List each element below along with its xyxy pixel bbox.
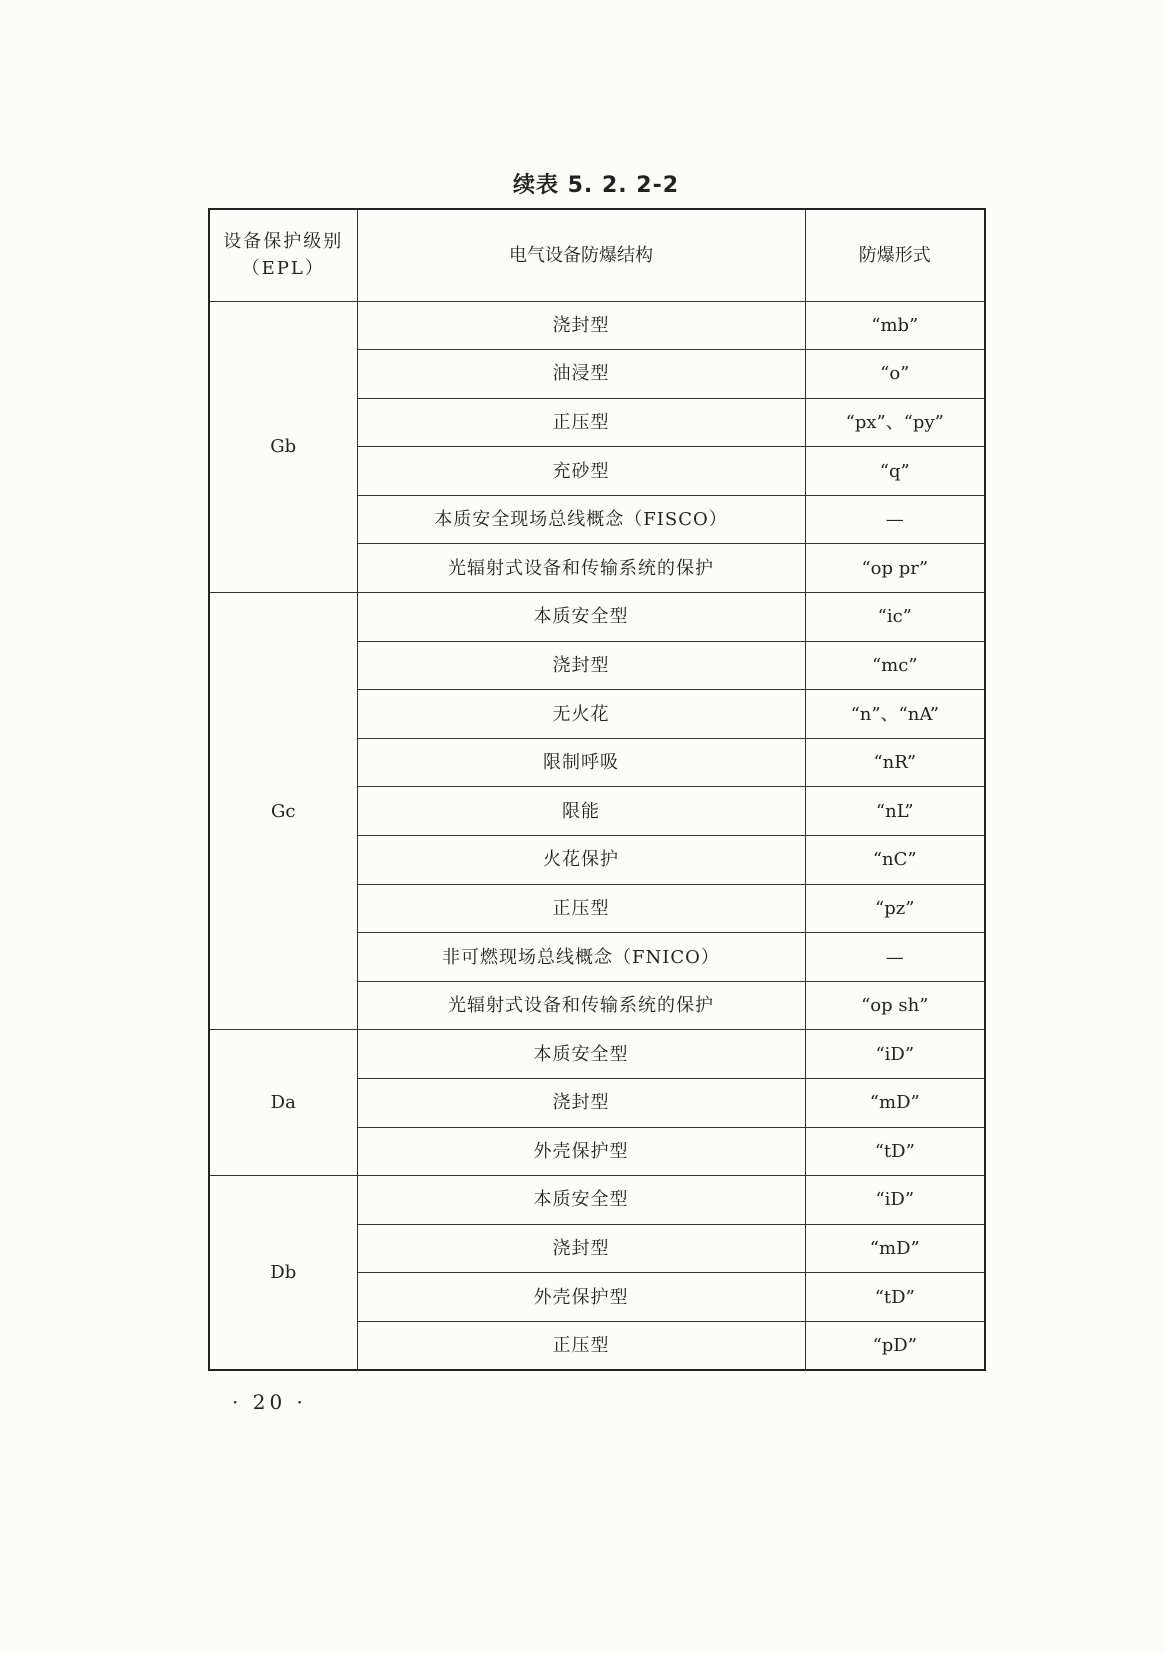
table-row [209,1176,985,1225]
form-cell: “tD” [805,1273,985,1322]
explosion-protection-table [208,208,986,1371]
structure-cell: 光辐射式设备和传输系统的保护 [357,544,805,593]
header-epl [209,209,357,301]
structure-cell: 外壳保护型 [357,1127,805,1176]
form-cell: “pD” [805,1321,985,1370]
epl-cell-gb: Gb [209,301,357,593]
form-cell: “o” [805,350,985,399]
epl-cell-da: Da [209,1030,357,1176]
structure-cell: 正压型 [357,398,805,447]
header-structure: 电气设备防爆结构 [357,209,805,301]
structure-cell: 限制呼吸 [357,738,805,787]
form-cell: “iD” [805,1176,985,1225]
header-form: 防爆形式 [805,209,985,301]
form-cell: “mD” [805,1224,985,1273]
form-cell: “q” [805,447,985,496]
structure-cell: 光辐射式设备和传输系统的保护 [357,981,805,1030]
form-cell: “mb” [805,301,985,350]
form-cell: “nC” [805,836,985,885]
table-title: 续表 5. 2. 2-2 [512,173,680,198]
form-cell: “pz” [805,884,985,933]
table-row [209,1030,985,1079]
form-cell: “op pr” [805,544,985,593]
structure-cell: 无火花 [357,690,805,739]
structure-cell: 浇封型 [357,1079,805,1128]
structure-cell: 充砂型 [357,447,805,496]
epl-cell-gc: Gc [209,593,357,1030]
form-cell: “nR” [805,738,985,787]
table-row [209,593,985,642]
structure-cell: 非可燃现场总线概念（FNICO） [357,933,805,982]
structure-cell: 本质安全型 [357,1176,805,1225]
structure-cell: 正压型 [357,1321,805,1370]
structure-cell: 外壳保护型 [357,1273,805,1322]
header-epl-line1: 设备保护级别 [223,231,344,253]
form-cell: — [805,933,985,982]
structure-cell: 正压型 [357,884,805,933]
structure-cell: 油浸型 [357,350,805,399]
table-row [209,301,985,350]
form-cell: “tD” [805,1127,985,1176]
structure-cell: 浇封型 [357,641,805,690]
form-cell: “op sh” [805,981,985,1030]
form-cell: “iD” [805,1030,985,1079]
epl-cell-db: Db [209,1176,357,1370]
structure-cell: 本质安全型 [357,1030,805,1079]
structure-cell: 本质安全现场总线概念（FISCO） [357,495,805,544]
page-number: · 20 · [232,1390,307,1414]
structure-cell: 浇封型 [357,1224,805,1273]
form-cell: “nL” [805,787,985,836]
structure-cell: 火花保护 [357,836,805,885]
form-cell: “mc” [805,641,985,690]
form-cell: “ic” [805,593,985,642]
form-cell: — [805,495,985,544]
structure-cell: 限能 [357,787,805,836]
structure-cell: 浇封型 [357,301,805,350]
form-cell: “px”、“py” [805,398,985,447]
structure-cell: 本质安全型 [357,593,805,642]
header-epl-line2: （EPL） [241,258,325,280]
table-header-row [209,209,985,301]
form-cell: “mD” [805,1079,985,1128]
form-cell: “n”、“nA” [805,690,985,739]
